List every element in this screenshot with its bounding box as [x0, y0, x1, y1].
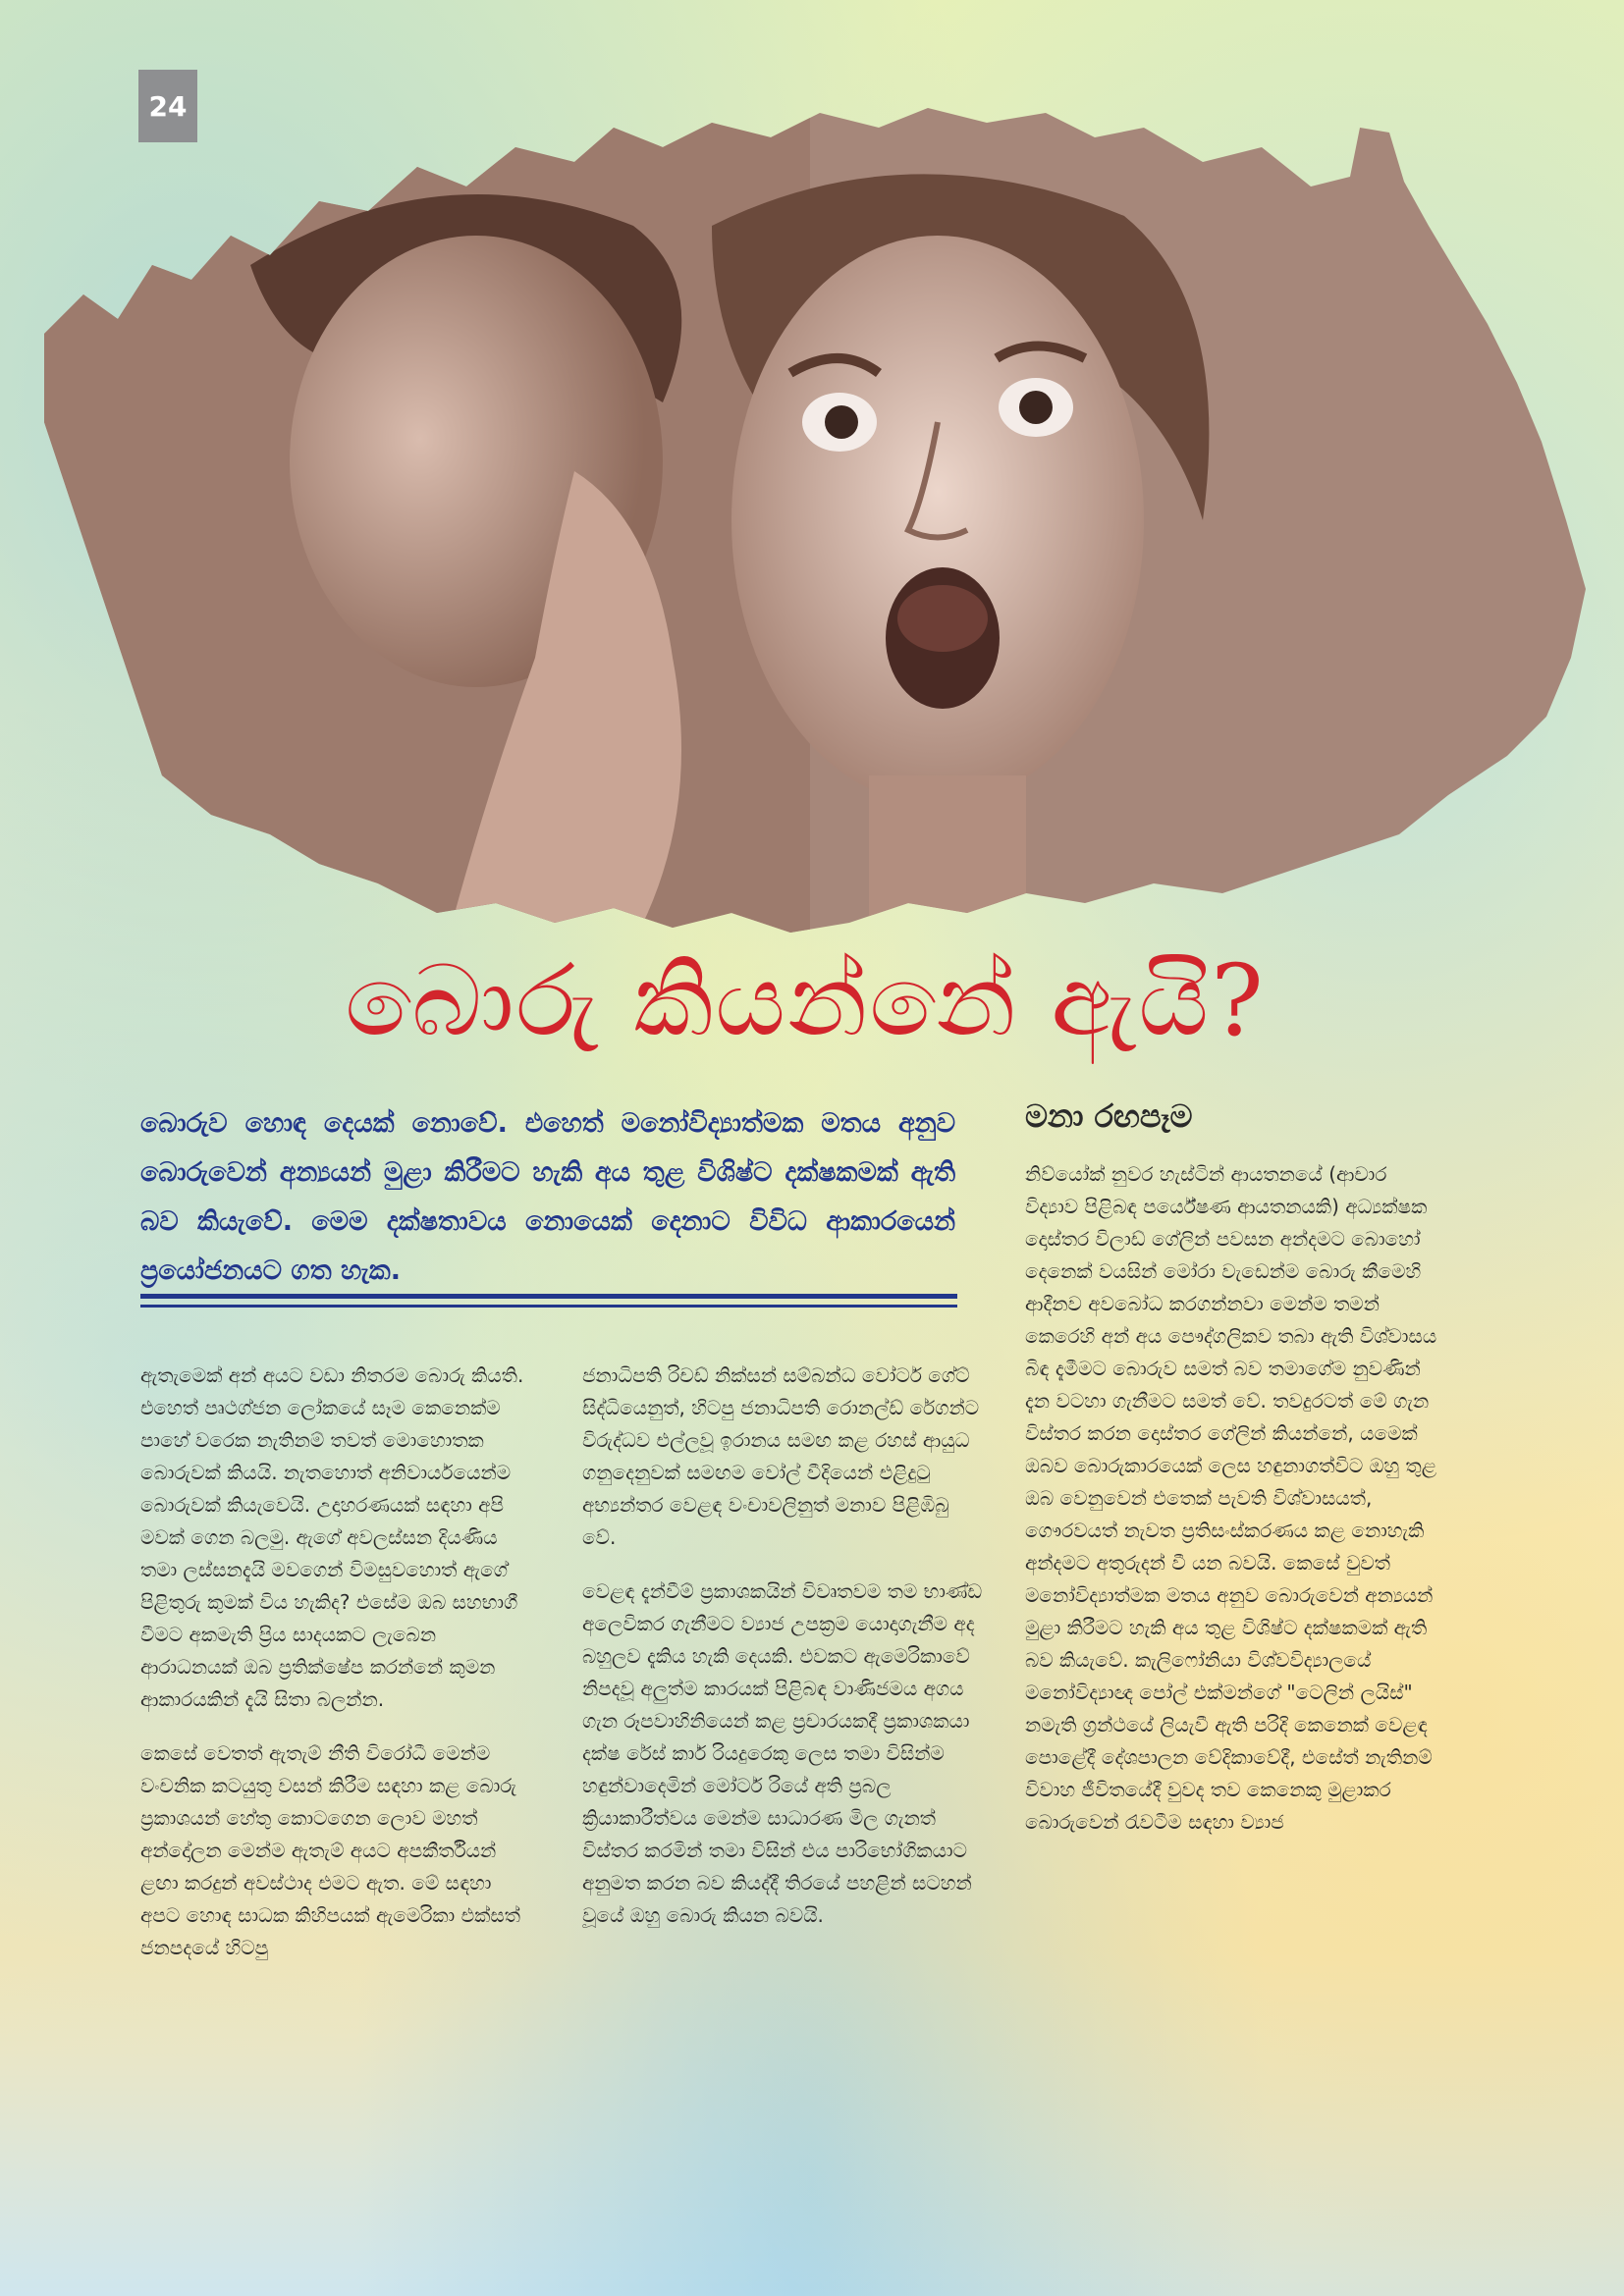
- paragraph: කෙසේ වෙතත් ඇතැම් නීති විරෝධී මෙන්ම වංචනික කටයුතු වසන් කිරීම සඳහා කළ බොරු ප්‍රකාශයන් හේතු කොටගෙන ලොව මහත් අන්දෝලන මෙන්ම ඇතැම් අයට අපකීර්තියන් ළඟා කරදුන් අවස්ථාද එමට ඇත. මේ සඳහා අපට හොඳ සාධක කිහිපයක් ඇමෙරිකා එක්සත් ජනපදයේ හිටපු: [140, 1741, 520, 1959]
- column-1: [140, 1360, 533, 1986]
- paragraph: වෙළඳ දැන්වීම් ප්‍රකාශකයින් විවෘතවම තම භාණ්ඩ අලෙවිකර ගැනීමට ව්‍යාජ උපක්‍රම යොදාගැනීම අද බහුලව දැකිය හැකි දෙයකි. එවකට ඇමෙරිකාවේ නිපදවූ අලුත්ම කාරයක් පිළිබඳ වාණිජමය අගය ගැන රූපවාහිනියෙන් කළ ප්‍රචාරයකදී ප්‍රකාශකයා දක්ෂ රේස් කාර් රියදුරෙකු ලෙස තමා විසින්ම හඳුන්වාදෙමින් මෝටර් රියේ අති ප්‍රබල ක්‍රියාකාරීත්වය මෙන්ම සාධාරණ මිල ගැනත් විස්තර කරමින් තමා විසින් එය පාරිභෝගිකයාට අනුමත කරන බව කියද්දී තිරයේ පහළින් සටහන් වූයේ ඔහු බොරු කියන බවයි.: [582, 1579, 983, 1927]
- page-number: 24: [138, 70, 197, 142]
- column-2: [582, 1360, 985, 1953]
- hero-photo: [25, 108, 1596, 942]
- lead-divider-2: [140, 1305, 957, 1308]
- lead-divider: [140, 1294, 957, 1299]
- article-lead: බොරුව හොඳ දෙයක් නොවේ. එහෙත් මනෝවිද්‍යාත්මක මතය අනුව බොරුවෙන් අන්‍යයන් මුළා කිරීමට හැකි අය තුළ විශිෂ්ට දක්ෂකමක් ඇති බව කියැවේ. මෙම දක්ෂතාවය නොයෙක් දෙනාට විවිධ ආකාරයෙන් ප්‍රයෝජනයට ගත හැක.: [140, 1108, 955, 1286]
- paragraph: නිව්යෝක් නුවර හැස්ටින් ආයතනයේ (ආචාර විද්‍යාව පිළිබඳ පර්යේෂණ ආයතනයකි) අධ්‍යක්ෂක දොස්තර විලාඩ් ගේලින් පවසන අන්දමට බොහෝ දෙනෙක් වයසින් මෝරා වැඩෙන්ම බොරු කීමෙහි ආදීනව අවබෝධ කරගන්නවා මෙන්ම තමන් කෙරෙහි අන් අය පෞද්ගලිකව තබා ඇති විශ්වාසය බිඳ දැමීමට බොරුව සමත් බව තමාගේම නුවණින් දැන වටහා ගැනීමට සමත් වේ. තවදුරටත් මේ ගැන විස්තර කරන දොස්තර ගේලින් කියන්නේ, යමෙක් ඔබව බොරුකාරයෙක් ලෙස හඳුනාගත්විට ඔහු තුළ ඔබ වෙනුවෙන් එතෙක් පැවති විශ්වාසයත්, ගෞරවයත් නැවත ප්‍රතිසංස්කරණය කළ නොහැකි අන්දමට අතුරුදන් වී යන බවයි. කෙසේ වුවත් මනෝවිද්‍යාත්මක මතය අනුව බොරුවෙන් අන්‍යයන් මුළා කිරීමට හැකි අය තුළ විශිෂ්ට දක්ෂකමක් ඇති බව කියැවේ. කැලිෆෝනියා විශ්වවිද්‍යාලයේ මනෝවිද්‍යාඥ පෝල් එක්මන්ගේ "ටෙලින් ලයිස්" නමැති ග්‍රන්ථයේ ලියැවී ඇති පරිදි කෙනෙක් වෙළඳ පොළේදී දේශපාලන වේදිකාවේදී, එසේත් නැතිනම් විවාහ ජීවිතයේදී වුවද තව කෙනෙකු මුළාකර බොරුවෙන් රැවටීම සඳහා ව්‍යාජ: [1025, 1162, 1437, 1834]
- column-3: [1025, 1158, 1437, 1860]
- article-title: බොරු කියන්නේ ඇයි?: [345, 943, 1266, 1058]
- paragraph: ජනාධිපති රිචඩ් නික්සන් සම්බන්ධ වෝටර් ගේට් සිද්ධියෙනුත්, හිටපු ජනාධිපති රොනල්ඩ් රේගන්ට විරුද්ධව එල්ලවූ ඉරානය සමඟ කළ රහස් ආයුධ ගනුදෙනුවක් සමඟම වෝල් වීදියෙන් එළිදුටු අභ්‍යන්තර වෙළඳ වංචාවලිනුත් මනාව පිළිඹිබු වේ.: [582, 1363, 980, 1549]
- article-author: මනා රඟපෑම: [1025, 1097, 1193, 1135]
- paragraph: ඇතැමෙක් අන් අයට වඩා නිතරම බොරු කියති. එහෙත් පෘථග්ජන ලෝකයේ සෑම කෙනෙක්ම පාහේ වරෙක නැතිනම් තවත් මොහොතක බොරුවක් කියයි. නැතහොත් අනිවාර්යයෙන්ම බොරුවක් කියැවෙයි. උදාහරණයක් සඳහා අපි මවක් ගෙන බලමු. ඇගේ අවලස්සන දියණිය තමා ලස්සනදැයි මවගෙන් විමසුවහොත් ඇගේ පිළිතුරු කුමක් විය හැකිද? එසේම ඔබ සහභාගී වීමට අකමැති ප්‍රිය සාදයකට ලැබෙන ආරාධනයක් ඔබ ප්‍රතික්ෂේප කරන්නේ කුමන ආකාරයකින් දැයි සිතා බලන්න.: [140, 1363, 524, 1711]
